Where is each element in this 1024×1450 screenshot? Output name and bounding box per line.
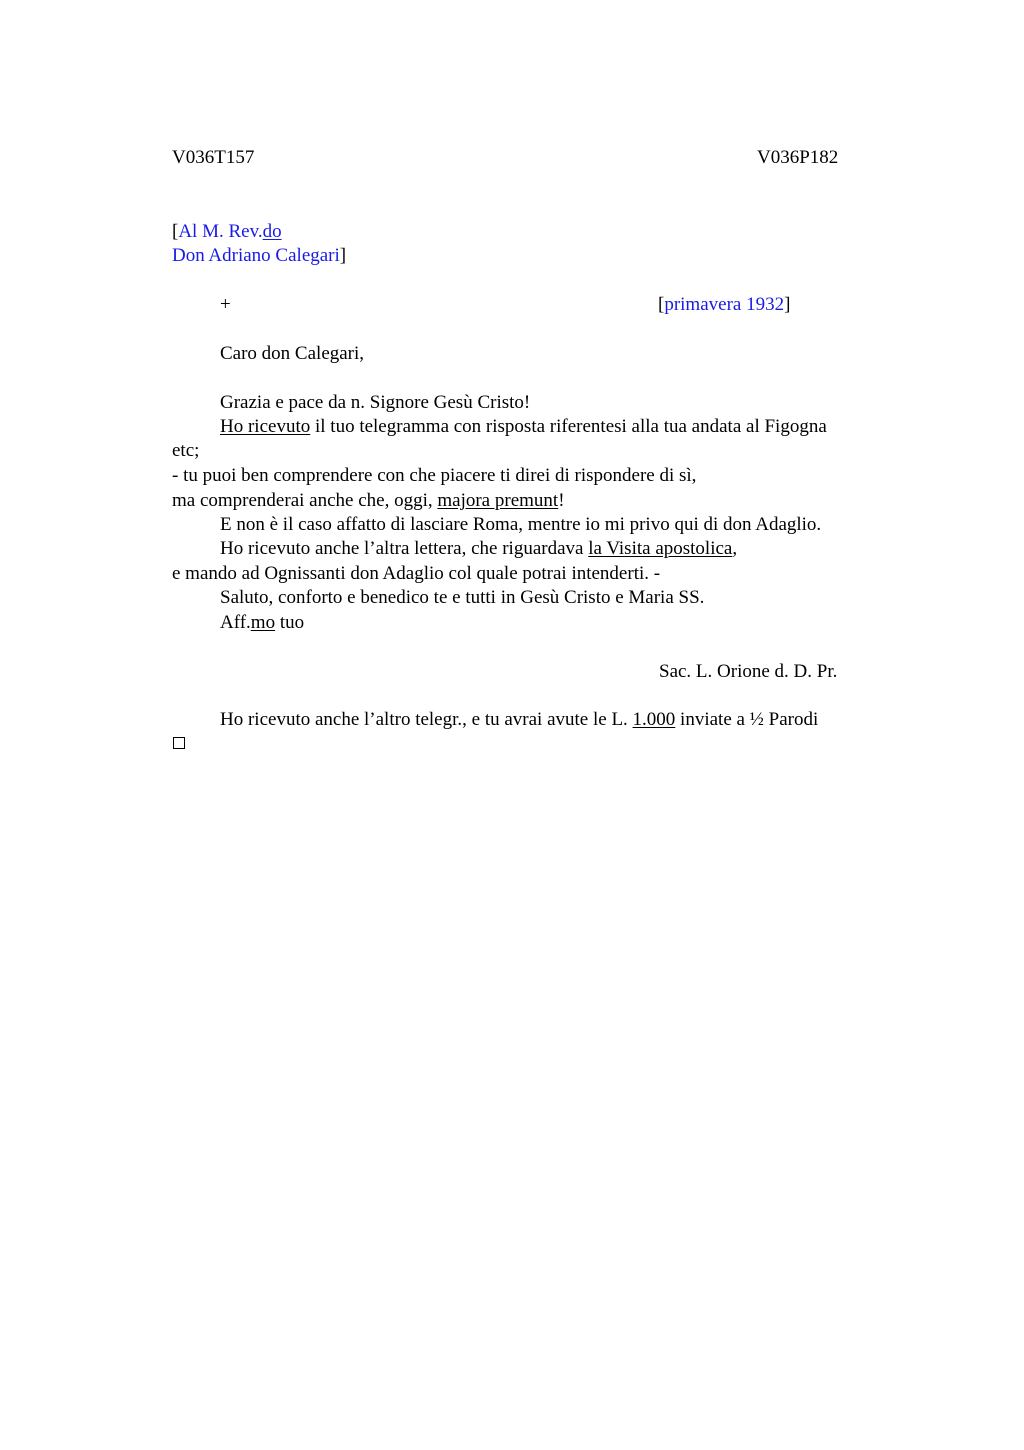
- paragraph-2: - tu puoi ben comprendere con che piacere ti direi di rispondere di sì,: [172, 465, 697, 486]
- salutation: Caro don Calegari,: [220, 343, 365, 364]
- ps-end: inviate a ½ Parodi: [675, 709, 819, 730]
- address-line-1: [172, 220, 282, 244]
- address-title: Al M. Rev.: [178, 221, 263, 242]
- p3-start: ma comprenderai anche che, oggi,: [172, 490, 438, 511]
- p1-underlined: Ho ricevuto: [220, 416, 311, 437]
- p3-end: !: [558, 490, 565, 511]
- address-title-super: do: [262, 221, 282, 242]
- paragraph-7: Saluto, conforto e benedico te e tutti in Gesù Cristo e Maria SS.: [220, 587, 705, 608]
- date-text: primavera 1932: [664, 294, 785, 315]
- address-line-2: [172, 244, 346, 268]
- paragraph-3: [172, 489, 565, 513]
- p3-underlined: majora premunt: [437, 490, 559, 511]
- address-recipient: Don Adriano Calegari: [172, 245, 340, 266]
- greeting: Grazia e pace da n. Signore Gesù Cristo!: [220, 392, 531, 413]
- postscript: [220, 708, 818, 732]
- signature: Sac. L. Orione d. D. Pr.: [659, 661, 838, 682]
- closing-rest: tuo: [275, 612, 305, 633]
- paragraph-5: [220, 537, 737, 561]
- p1-rest: il tuo telegramma con risposta riferentesi alla tua andata al Figogna: [310, 416, 827, 437]
- paragraph-4: E non è il caso affatto di lasciare Roma, mentre io mi privo qui di don Adaglio.: [220, 514, 822, 535]
- p5-end: ,: [732, 538, 738, 559]
- paragraph-6: e mando ad Ognissanti don Adaglio col quale potrai intenderti. -: [172, 563, 661, 584]
- closing: [220, 611, 304, 635]
- square-symbol-icon: [173, 737, 185, 749]
- doc-code-right: V036P182: [757, 147, 839, 168]
- closing-prefix: Aff.: [220, 612, 251, 633]
- paragraph-1-cont: etc;: [172, 440, 200, 461]
- closing-super: mo: [250, 612, 276, 633]
- ps-start: Ho ricevuto anche l’altro telegr., e tu avrai avute le L.: [220, 709, 633, 730]
- address-open-bracket: [: [172, 221, 179, 242]
- date-close-bracket: ]: [784, 294, 791, 315]
- date-open-bracket: [: [658, 294, 665, 315]
- letter-date: [658, 293, 790, 317]
- paragraph-1: [220, 415, 827, 439]
- p5-underlined: la Visita apostolica: [588, 538, 733, 559]
- doc-code-left: V036T157: [172, 147, 255, 168]
- address-close-bracket: ]: [339, 245, 347, 266]
- cross-symbol: +: [220, 294, 231, 315]
- p5-start: Ho ricevuto anche l’altra lettera, che riguardava: [220, 538, 589, 559]
- ps-amount: 1.000: [632, 709, 676, 730]
